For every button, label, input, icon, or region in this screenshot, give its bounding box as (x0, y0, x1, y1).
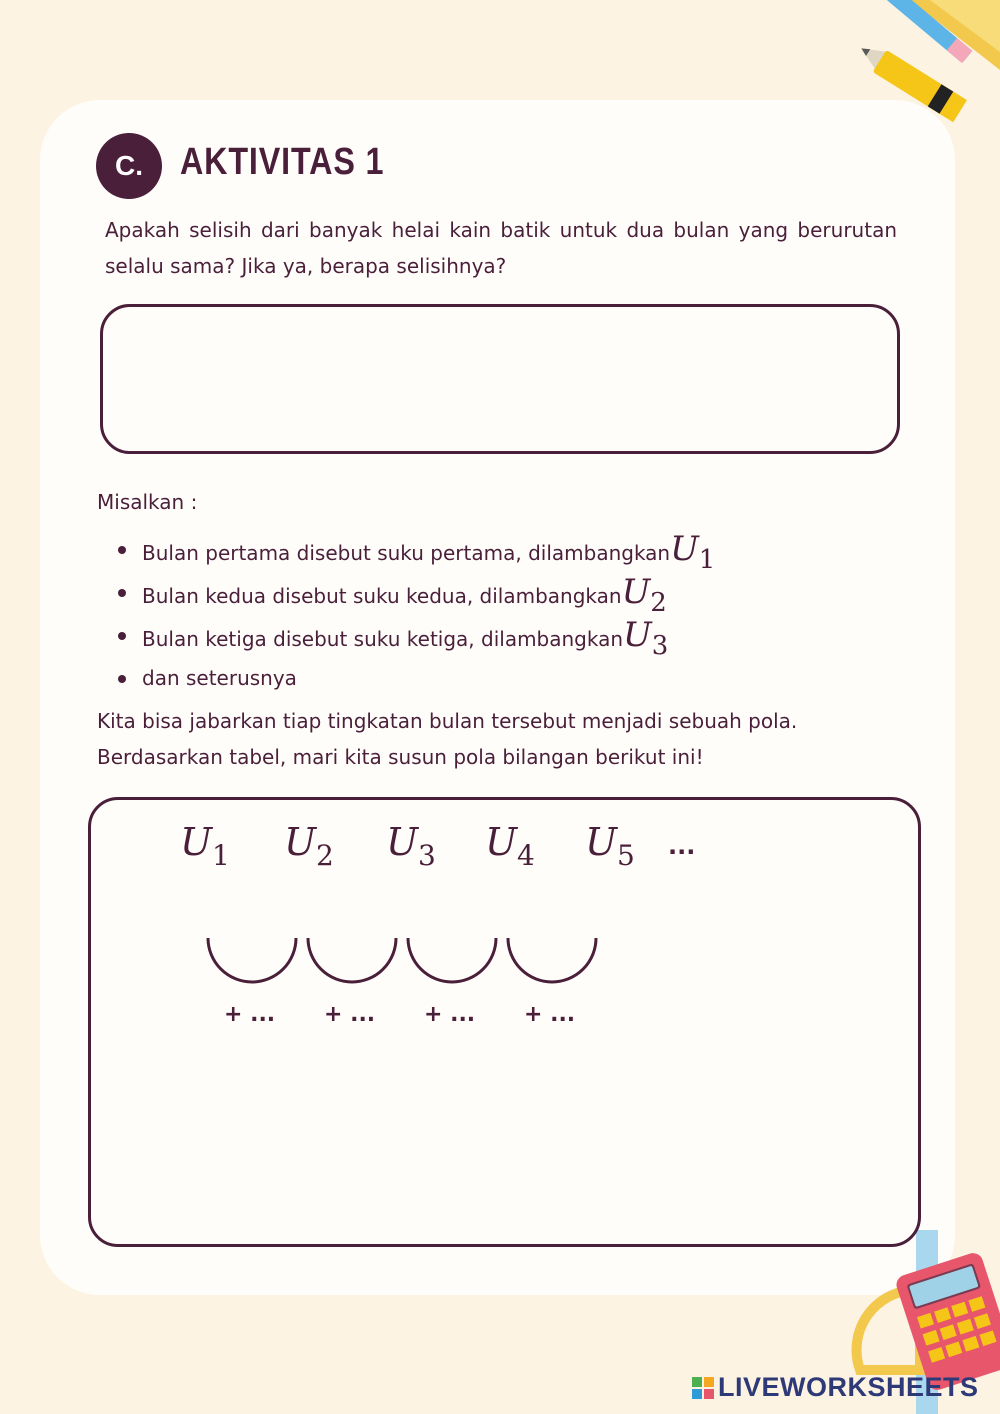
definition-text: Bulan ketiga disebut suku ketiga, dilambangkan (142, 627, 624, 651)
answer-input-box[interactable] (100, 304, 900, 454)
section-title: AKTIVITAS 1 (180, 141, 385, 183)
list-item (118, 528, 716, 575)
math-symbol: $U_3$ (623, 615, 669, 661)
section-badge (96, 133, 162, 199)
definition-text: Bulan pertama disebut suku pertama, dilambangkan (142, 541, 671, 565)
question-text: Apakah selisih dari banyak helai kain batik untuk dua bulan yang berurutan selalu sama? Jika ya, berapa selisihnya? (105, 218, 897, 278)
section-badge-label: C. (115, 150, 143, 181)
difference-input[interactable]: + ... (424, 1002, 476, 1027)
pencil-ruler-decoration (840, 0, 1000, 150)
difference-input[interactable]: + ... (224, 1002, 276, 1027)
liveworksheets-logo-icon (692, 1377, 714, 1399)
definition-text: dan seterusnya (142, 666, 297, 690)
difference-input[interactable]: + ... (524, 1002, 576, 1027)
pattern-term-u4: $U_4$ (485, 820, 535, 872)
difference-input[interactable]: + ... (324, 1002, 376, 1027)
list-item (118, 571, 715, 618)
definition-text: Bulan kedua disebut suku kedua, dilambangkan (142, 584, 622, 608)
list-item (118, 657, 715, 700)
liveworksheets-brand: LIVEWORKSHEETS (718, 1372, 979, 1402)
pattern-term-u2: $U_2$ (284, 820, 334, 872)
list-item (118, 614, 715, 661)
pattern-ellipsis: ... (668, 832, 696, 860)
pattern-term-u5: $U_5$ (585, 820, 635, 872)
definitions-intro: Misalkan : (97, 490, 198, 514)
liveworksheets-logo[interactable] (692, 1372, 979, 1403)
pattern-term-u3: $U_3$ (386, 820, 436, 872)
math-symbol: $U_2$ (621, 572, 667, 618)
definitions-list (118, 528, 715, 700)
math-symbol: $U_1$ (670, 529, 716, 575)
instruction-paragraph: Kita bisa jabarkan tiap tingkatan bulan tersebut menjadi sebuah pola. Berdasarkan tabel, mari kita susun pola bilangan berikut ini! (97, 709, 798, 769)
pattern-term-u1: $U_1$ (180, 820, 230, 872)
